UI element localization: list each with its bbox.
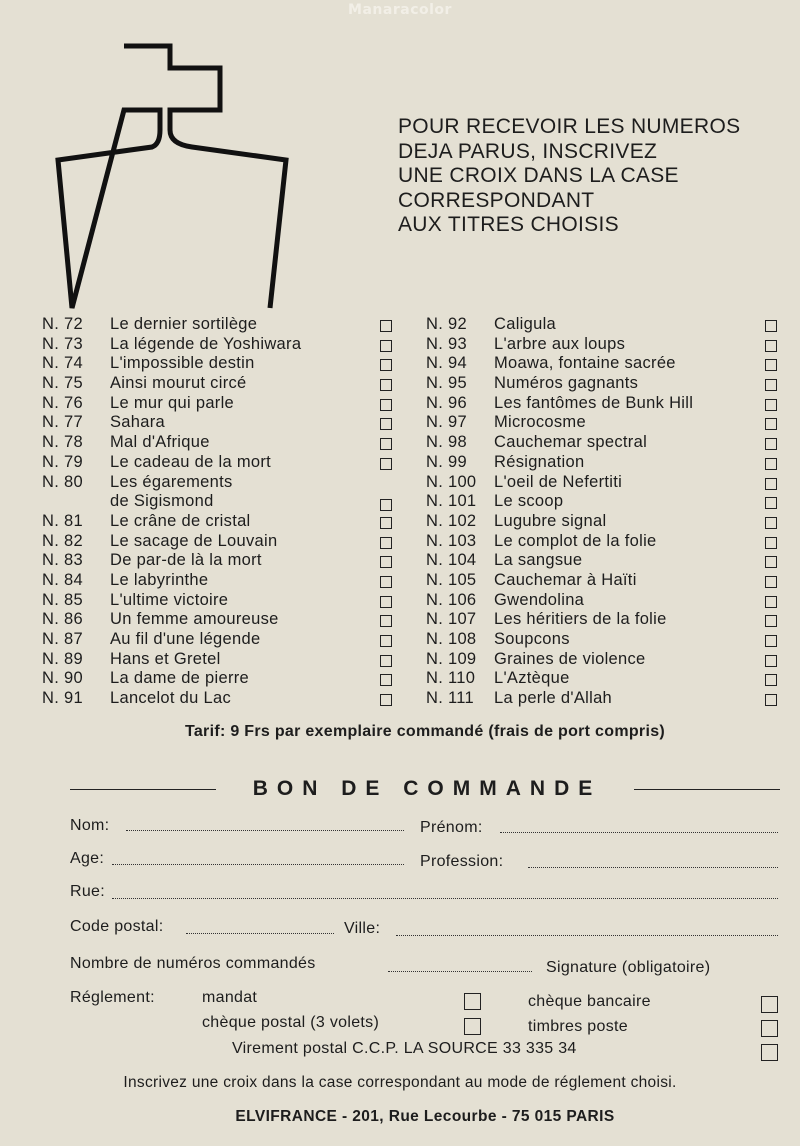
issue-checkbox[interactable] [380, 674, 392, 686]
issue-checkbox[interactable] [765, 615, 777, 627]
issue-title-line: Hans et Gretel [110, 649, 221, 668]
title-row [42, 610, 400, 630]
cross-tombstone-logo [52, 40, 292, 315]
issue-number: N. 101 [426, 492, 477, 511]
issue-number: N. 108 [426, 630, 477, 648]
title-list-right [426, 315, 782, 709]
issue-number: N. 89 [42, 649, 83, 668]
issue-title [494, 650, 646, 670]
issue-number: N. 109 [426, 649, 477, 668]
title-row [426, 551, 782, 571]
issue-title [494, 354, 676, 374]
title-row [42, 630, 400, 650]
divider-right [634, 789, 780, 790]
issue-title [494, 335, 625, 355]
issue-title [494, 315, 556, 335]
issue-title-line: Gwendolina [494, 590, 585, 609]
issue-title [494, 413, 586, 433]
issue-number: N. 110 [426, 669, 476, 688]
issue-title-line: Le labyrinthe [110, 570, 209, 589]
title-row [426, 394, 782, 414]
nombre-field[interactable] [388, 971, 532, 972]
issue-title [494, 394, 693, 414]
issue-number: N. 96 [426, 393, 467, 412]
prenom-field[interactable] [500, 832, 778, 833]
issue-checkbox[interactable] [765, 458, 777, 470]
issue-title-line: Le sacage de Louvain [110, 531, 278, 550]
issue-checkbox[interactable] [765, 655, 777, 667]
title-row [426, 354, 782, 374]
issue-title [494, 453, 584, 473]
issue-checkbox[interactable] [765, 359, 777, 371]
issue-number: N. 85 [42, 590, 83, 609]
issue-title-line: Lugubre signal [494, 511, 607, 530]
age-field[interactable] [112, 864, 404, 865]
profession-label: Profession: [420, 853, 504, 870]
issue-checkbox[interactable] [765, 340, 777, 352]
issue-title-line: Les égarements [110, 472, 233, 491]
title-row [426, 669, 782, 689]
issue-title-line: Microcosme [494, 413, 586, 432]
issue-title [110, 354, 255, 374]
virement-label: Virement postal C.C.P. LA SOURCE 33 335 34 [232, 1040, 577, 1057]
issue-title-line: Le scoop [494, 492, 564, 511]
title-row [426, 413, 782, 433]
title-row [42, 335, 400, 355]
issue-number: N. 77 [42, 413, 83, 432]
title-row [426, 571, 782, 591]
title-row [42, 532, 400, 552]
mandat-label: mandat [202, 989, 258, 1006]
issue-title [494, 669, 570, 689]
issue-title-line: Graines de violence [494, 649, 646, 668]
issue-title [110, 610, 279, 630]
issue-title-line: La dame de pierre [110, 669, 250, 688]
issue-checkbox[interactable] [765, 320, 777, 332]
issue-checkbox[interactable] [380, 399, 392, 411]
issue-number: N. 79 [42, 452, 83, 471]
rue-label: Rue: [70, 883, 105, 900]
issue-title [110, 630, 260, 650]
issue-checkbox[interactable] [765, 438, 777, 450]
issue-title-line: Cauchemar à Haïti [494, 570, 637, 589]
issue-title-line: de Sigismond [110, 492, 214, 511]
title-row [42, 433, 400, 453]
issue-title [494, 630, 570, 650]
issue-title [110, 473, 233, 512]
title-row [42, 512, 400, 532]
issue-title [110, 374, 247, 394]
title-row [426, 433, 782, 453]
issue-title [110, 650, 221, 670]
title-row [426, 532, 782, 552]
issue-title-line: L'oeil de Nefertiti [494, 472, 623, 491]
issue-checkbox[interactable] [765, 674, 777, 686]
issue-title-line: Mal d'Afrique [110, 433, 210, 452]
issue-title-line: Le cadeau de la mort [110, 452, 272, 471]
issue-title [494, 532, 657, 552]
title-row [426, 335, 782, 355]
code-postal-label: Code postal: [70, 918, 164, 935]
intro-text [398, 115, 798, 238]
issue-checkbox[interactable] [765, 635, 777, 647]
issue-checkbox[interactable] [765, 399, 777, 411]
issue-title-line: La légende de Yoshiwara [110, 334, 302, 353]
issue-number: N. 90 [42, 669, 83, 688]
mandat-checkbox[interactable] [464, 993, 481, 1010]
issue-title-line: L'impossible destin [110, 354, 255, 373]
issue-title [110, 512, 251, 532]
issue-title-line: Le dernier sortilège [110, 315, 258, 333]
nombre-label: Nombre de numéros commandés [70, 955, 316, 972]
issue-checkbox[interactable] [380, 537, 392, 549]
prenom-label: Prénom: [420, 819, 483, 836]
virement-checkbox[interactable] [761, 1044, 778, 1061]
title-row [426, 492, 782, 512]
issue-title [110, 394, 234, 414]
issue-checkbox[interactable] [380, 576, 392, 588]
issue-number: N. 82 [42, 531, 83, 550]
issue-checkbox[interactable] [765, 596, 777, 608]
issue-checkbox[interactable] [380, 655, 392, 667]
issue-title [110, 453, 271, 473]
title-row [42, 315, 400, 335]
issue-number: N. 111 [426, 689, 474, 708]
issue-title-line: Les héritiers de la folie [494, 610, 667, 629]
issue-checkbox[interactable] [380, 359, 392, 371]
issue-checkbox[interactable] [380, 438, 392, 450]
order-form-title: BON DE COMMANDE [252, 777, 602, 800]
issue-checkbox[interactable] [765, 694, 777, 706]
issue-checkbox[interactable] [765, 537, 777, 549]
issue-number: N. 98 [426, 433, 467, 452]
title-row [42, 650, 400, 670]
title-row [426, 374, 782, 394]
issue-title-line: Ainsi mourut circé [110, 374, 247, 393]
issue-checkbox[interactable] [380, 458, 392, 470]
issue-checkbox[interactable] [380, 340, 392, 352]
issue-number: N. 92 [426, 315, 467, 333]
issue-checkbox[interactable] [380, 418, 392, 430]
intro-line: POUR RECEVOIR LES NUMEROS [398, 115, 741, 138]
timbres-checkbox[interactable] [761, 1020, 778, 1037]
issue-title [110, 571, 208, 591]
rue-field[interactable] [112, 898, 778, 899]
issue-checkbox[interactable] [380, 517, 392, 529]
footer-note: Inscrivez une croix dans la case correspondant au mode de réglement choisi. [123, 1074, 677, 1091]
issue-title [110, 413, 165, 433]
issue-title [494, 610, 667, 630]
issue-title-line: Lancelot du Lac [110, 689, 232, 708]
intro-line: AUX TITRES CHOISIS [398, 213, 619, 236]
issue-checkbox[interactable] [765, 478, 777, 490]
issue-checkbox[interactable] [765, 497, 777, 509]
issue-number: N. 84 [42, 570, 83, 589]
issue-number: N. 81 [42, 511, 83, 530]
age-label: Age: [70, 850, 105, 867]
title-row [426, 453, 782, 473]
issue-title-line: Le crâne de cristal [110, 511, 251, 530]
issue-checkbox[interactable] [765, 517, 777, 529]
issue-title-line: Résignation [494, 452, 585, 471]
issue-title [494, 591, 584, 611]
issue-number: N. 97 [426, 413, 467, 432]
code-postal-field[interactable] [186, 933, 334, 934]
issue-number: N. 87 [42, 630, 83, 649]
issue-number: N. 107 [426, 610, 477, 629]
issue-number: N. 102 [426, 511, 477, 530]
title-row [426, 630, 782, 650]
issue-number: N. 76 [42, 393, 83, 412]
issue-title [110, 689, 231, 709]
title-row [42, 591, 400, 611]
issue-number: N. 100 [426, 472, 477, 491]
issue-title [110, 433, 210, 453]
issue-title-line: Numéros gagnants [494, 374, 639, 393]
issue-number: N. 104 [426, 551, 477, 570]
issue-title [494, 473, 622, 493]
issue-title [494, 512, 606, 532]
title-row [426, 689, 782, 709]
issue-title-line: Cauchemar spectral [494, 433, 648, 452]
issue-title-line: Un femme amoureuse [110, 610, 279, 629]
issue-number: N. 105 [426, 570, 477, 589]
title-row [426, 650, 782, 670]
issue-title-line: Les fantômes de Bunk Hill [494, 393, 694, 412]
issue-title [110, 551, 262, 571]
issue-checkbox[interactable] [380, 694, 392, 706]
issue-title [110, 669, 249, 689]
timbres-label: timbres poste [528, 1018, 628, 1035]
issue-number: N. 94 [426, 354, 467, 373]
issue-checkbox[interactable] [380, 615, 392, 627]
title-row [42, 413, 400, 433]
issue-number: N. 86 [42, 610, 83, 629]
issue-title [110, 591, 228, 611]
divider-left [70, 789, 216, 790]
issue-number: N. 75 [42, 374, 83, 393]
title-list-left [42, 315, 400, 709]
issue-checkbox[interactable] [380, 635, 392, 647]
issue-title-line: L'Aztèque [494, 669, 570, 688]
tarif-text: Tarif: 9 Frs par exemplaire commandé (frais de port compris) [184, 723, 666, 740]
issue-number: N. 78 [42, 433, 83, 452]
issue-number: N. 106 [426, 590, 477, 609]
watermark: Manaracolor [348, 2, 452, 18]
issue-title-line: Au fil d'une légende [110, 630, 261, 649]
issue-checkbox[interactable] [380, 596, 392, 608]
title-row [426, 512, 782, 532]
issue-checkbox[interactable] [765, 418, 777, 430]
title-row [426, 473, 782, 493]
nom-label: Nom: [70, 817, 110, 834]
issue-title [494, 571, 637, 591]
title-row [426, 610, 782, 630]
issue-checkbox[interactable] [380, 499, 392, 511]
issue-title-line: Moawa, fontaine sacrée [494, 354, 676, 373]
ville-label: Ville: [344, 920, 381, 937]
issue-number: N. 83 [42, 551, 83, 570]
issue-title [110, 315, 257, 335]
issue-number: N. 99 [426, 452, 467, 471]
issue-number: N. 91 [42, 689, 83, 708]
issue-title [494, 551, 582, 571]
issue-number: N. 73 [42, 334, 83, 353]
issue-title-line: Le complot de la folie [494, 531, 657, 550]
issue-number: N. 74 [42, 354, 83, 373]
cheque-bancaire-label: chèque bancaire [528, 993, 651, 1010]
title-row [426, 591, 782, 611]
reglement-label: Réglement: [70, 989, 155, 1006]
cheque-postal-checkbox[interactable] [464, 1018, 481, 1035]
issue-checkbox[interactable] [765, 379, 777, 391]
ville-field[interactable] [396, 935, 778, 936]
issue-title-line: Sahara [110, 413, 166, 432]
publisher-address: ELVIFRANCE - 201, Rue Lecourbe - 75 015 PARIS [235, 1108, 615, 1125]
issue-checkbox[interactable] [765, 556, 777, 568]
issue-title-line: L'arbre aux loups [494, 334, 626, 353]
issue-title [494, 374, 638, 394]
issue-checkbox[interactable] [380, 379, 392, 391]
issue-number: N. 72 [42, 315, 83, 333]
issue-title-line: Soupcons [494, 630, 570, 648]
signature-label: Signature (obligatoire) [546, 959, 711, 976]
issue-number: N. 80 [42, 472, 83, 491]
title-row [42, 354, 400, 374]
issue-checkbox[interactable] [380, 556, 392, 568]
issue-title [494, 689, 612, 709]
issue-checkbox[interactable] [765, 576, 777, 588]
cheque-postal-label: chèque postal (3 volets) [202, 1014, 380, 1031]
title-row [42, 689, 400, 709]
issue-number: N. 103 [426, 531, 477, 550]
issue-title-line: De par-de là la mort [110, 551, 262, 570]
issue-title-line: La perle d'Allah [494, 689, 613, 708]
intro-line: UNE CROIX DANS LA CASE [398, 164, 679, 187]
issue-number: N. 93 [426, 334, 467, 353]
title-row [42, 551, 400, 571]
title-row [42, 473, 400, 512]
title-row [42, 571, 400, 591]
issue-title [110, 532, 277, 552]
issue-title-line: L'ultime victoire [110, 590, 229, 609]
title-row [42, 453, 400, 473]
issue-title-line: Le mur qui parle [110, 393, 235, 412]
intro-line: DEJA PARUS, INSCRIVEZ [398, 139, 658, 163]
cheque-bancaire-checkbox[interactable] [761, 996, 778, 1013]
issue-checkbox[interactable] [380, 320, 392, 332]
issue-title-line: Caligula [494, 315, 557, 333]
issue-title-line: La sangsue [494, 551, 583, 570]
nom-field[interactable] [126, 830, 404, 831]
issue-title [110, 335, 301, 355]
issue-number: N. 95 [426, 374, 467, 393]
title-row [42, 669, 400, 689]
issue-title [494, 433, 647, 453]
issue-title [494, 492, 563, 512]
intro-line: CORRESPONDANT [398, 188, 595, 212]
title-row [426, 315, 782, 335]
title-row [42, 374, 400, 394]
profession-field[interactable] [528, 867, 778, 868]
title-row [42, 394, 400, 414]
